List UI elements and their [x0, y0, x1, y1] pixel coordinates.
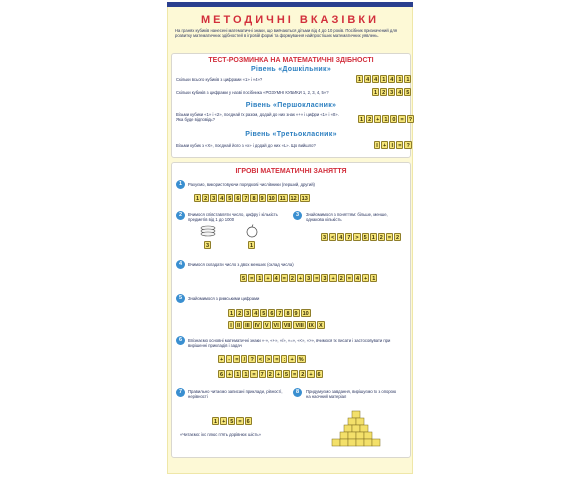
cube-q4-2: I: [389, 141, 395, 149]
cube-q1-1: 4: [366, 77, 370, 83]
cube-g5-arabic-5: 6: [270, 311, 274, 317]
cube-q4-3: =: [398, 143, 402, 149]
chips-q3: [358, 115, 414, 123]
cube-q3-0: 1: [360, 117, 364, 123]
step-number-5: 5: [176, 294, 185, 303]
cube-g4-16: 1: [372, 276, 376, 282]
cube-g2b-0: 1: [250, 243, 254, 249]
cube-g6-expr-9: =: [293, 372, 297, 378]
cube-g1-10: 11: [279, 196, 286, 202]
cube-g5-roman-0: I: [228, 321, 234, 329]
cube-g3-7: 2: [379, 235, 383, 241]
cube-g6-expr-10: 2: [301, 372, 305, 378]
level-third-grader: Рівень «Третьокласник»: [245, 131, 337, 138]
cube-g4-12: 2: [339, 276, 343, 282]
cube-g6-sign-0: +: [220, 357, 224, 363]
cube-g4-0: 5: [242, 276, 246, 282]
cube-g6-expr-0: 6: [220, 372, 224, 378]
cube-g4-1: =: [250, 276, 254, 282]
cube-g6-expr-12: 6: [317, 372, 321, 378]
chips-q1: [356, 75, 411, 83]
cube-q3-5: =: [400, 117, 404, 123]
game-7-quote: «Читаємо: ікс плюс п'ять дорівнює шість»: [180, 432, 261, 437]
cube-pyramid: [328, 409, 384, 451]
chip-g2-three: [204, 241, 211, 249]
cube-g6-sign-3: /: [241, 355, 247, 363]
cube-g4-8: 3: [307, 276, 311, 282]
cube-q3-2: +: [376, 117, 380, 123]
cube-g6-expr-1: +: [228, 372, 232, 378]
cube-g6-sign-5: <: [258, 357, 263, 363]
cube-g3-3: 7: [347, 235, 351, 241]
cube-q2-0: 1: [374, 90, 378, 96]
cube-q3-4: 0: [392, 117, 396, 123]
cube-g4-6: 2: [290, 276, 294, 282]
cube-g4-3: +: [266, 276, 270, 282]
cube-g7-0: 1: [214, 419, 218, 425]
cube-g1-11: 12: [290, 196, 297, 202]
test-title: ТЕСТ-РОЗМИНКА НА МАТЕМАТИЧНІ ЗДІБНОСТІ: [208, 57, 374, 64]
cube-g6-expr-11: +: [309, 372, 313, 378]
cube-g4-14: 4: [355, 276, 360, 282]
step-number-4: 4: [176, 260, 185, 269]
cube-g6-sign-10: %: [298, 357, 304, 363]
cube-g6-sign-9: +: [290, 357, 294, 363]
cube-q1-2: 4: [374, 77, 378, 83]
cube-g6-sign-4: ?: [250, 357, 254, 363]
cube-g5-arabic-9: 10: [302, 311, 309, 317]
cube-g4-4: 4: [274, 276, 278, 282]
top-bar: [167, 2, 413, 7]
step-number-3: 3: [293, 211, 302, 220]
games-card: [171, 162, 411, 458]
cube-q3-3: 1: [384, 117, 388, 123]
intro-text: На гранях кубиків нанесені математичні знаки, що вивчаються дітьми від 4 до 10 років. Посібник призначений для розвитку математичних здібностей в ігровій формі та формування найпростіших математичних уявлень.: [175, 28, 398, 39]
chip-g2-one: [248, 241, 255, 249]
cube-g4-5: =: [282, 276, 286, 282]
cube-g6-expr-6: 2: [268, 372, 272, 378]
cube-g5-roman-9: X: [318, 323, 323, 329]
cube-g4-11: +: [331, 276, 335, 282]
cube-g5-roman-3: IV: [254, 323, 260, 329]
cube-g1-1: 2: [204, 196, 208, 202]
step-number-8: 8: [293, 388, 302, 397]
cube-g1-0: 1: [196, 196, 200, 202]
cube-q2-1: 2: [382, 90, 386, 96]
chips-g7: [212, 417, 252, 425]
cube-g5-roman-2: III: [245, 323, 250, 329]
cube-g7-4: 6: [246, 419, 250, 425]
cube-g3-1: <: [331, 235, 335, 241]
game-1-text: Рахуємо, використовуючи порядкові числівники (перший, другий): [188, 182, 315, 187]
cube-g1-7: 8: [252, 196, 256, 202]
cube-g4-15: +: [364, 276, 368, 282]
cube-g1-8: 9: [260, 196, 264, 202]
question-3: Візьми кубики «1» і «2», поєднай їх разом, додай до них знак «+» і цифри «1» і «0». Яка буде відповідь?: [176, 112, 339, 122]
level-preschool: Рівень «Дошкільник»: [250, 66, 332, 73]
chips-g3: [321, 233, 401, 241]
cube-g5-roman-4: V: [264, 323, 269, 329]
cube-g6-expr-5: 7: [260, 372, 264, 378]
chips-g4: [240, 274, 377, 282]
cube-g6-expr-7: +: [276, 372, 280, 378]
cube-g1-12: 13: [301, 196, 308, 202]
cube-g5-arabic-8: 9: [294, 311, 298, 317]
step-number-1: 1: [176, 180, 185, 189]
cube-g5-arabic-1: 2: [238, 311, 242, 317]
cube-g3-2: 4: [339, 235, 343, 241]
cube-q2-3: 4: [398, 90, 402, 96]
cube-g3-8: =: [387, 235, 392, 241]
cube-g6-expr-2: 1: [236, 372, 240, 378]
cube-g4-7: +: [298, 276, 303, 282]
chips-g5-roman: [228, 321, 325, 329]
cube-g7-1: +: [222, 419, 226, 425]
game-3-text: Знайомимося з поняттям: більше, менше, однакова кількість: [306, 212, 388, 223]
question-4: Візьми кубик з «Х», поєднай його з «х» і додай до них «L». Що вийшло?: [176, 143, 316, 148]
cube-q3-6: ?: [408, 117, 413, 123]
cube-g5-roman-7: VIII: [295, 323, 304, 329]
chips-q4: [374, 141, 412, 149]
level-first-grader: Рівень «Першокласник»: [245, 102, 337, 109]
cube-g6-expr-3: 1: [244, 372, 248, 378]
cube-g1-4: 5: [228, 196, 232, 202]
cube-g5-roman-5: VI: [273, 323, 279, 329]
game-6-text: Впізнаємо основні математичні знаки «-», «+», «/», «=», «<», «>», вчимося їх писати і застосовувати при вирішенні прикладів і задач: [188, 338, 391, 349]
cube-g6-expr-8: 5: [284, 372, 289, 378]
cube-q4-4: ?: [406, 143, 410, 149]
cube-g3-4: >: [355, 235, 359, 241]
page-title: МЕТОДИЧНІ ВКАЗІВКИ: [201, 14, 379, 26]
cube-g4-9: =: [315, 276, 319, 282]
cube-g1-9: 10: [268, 196, 275, 202]
games-title: ІГРОВІ МАТЕМАТИЧНІ ЗАНЯТТЯ: [235, 168, 347, 175]
cube-g6-sign-8: :: [281, 355, 287, 363]
chips-g5-arabic: [228, 309, 311, 317]
chips-g6-signs: [218, 355, 306, 363]
cube-g5-roman-8: IX: [308, 323, 314, 329]
step-number-2: 2: [176, 211, 185, 220]
cube-q2-2: 3: [390, 90, 394, 96]
cube-g6-expr-4: =: [252, 372, 256, 378]
cube-g1-3: 4: [220, 196, 224, 202]
cube-g2a-0: 3: [206, 243, 210, 249]
cube-q4-1: +: [383, 143, 387, 149]
question-2: Скільки кубиків з цифрами у назві посібника «РОЗУМНІ КУБИКИ 1, 2, 3, 4, 5»?: [176, 90, 329, 95]
question-1: Скільки всього кубиків з цифрами «1» і «4»?: [176, 77, 263, 82]
cube-g5-roman-1: II: [237, 323, 241, 329]
game-8-text: Придумуємо завдання, вирішуємо їх з опорою на наочний матеріал: [306, 389, 397, 400]
cube-g5-arabic-2: 3: [246, 311, 250, 317]
cube-g1-2: 3: [212, 196, 216, 202]
cube-q1-0: 1: [358, 77, 362, 83]
cube-g1-5: 6: [236, 196, 240, 202]
cube-g6-sign-1: -: [226, 355, 232, 363]
cube-g5-arabic-6: 7: [278, 311, 282, 317]
chips-q2: [372, 88, 411, 96]
cube-g3-5: 5: [363, 235, 367, 241]
chips-g6-expr: [218, 370, 323, 378]
cube-g4-2: 1: [258, 276, 262, 282]
cube-g6-sign-7: =: [275, 357, 279, 363]
cube-g3-6: 1: [371, 235, 375, 241]
cube-q1-4: 4: [390, 77, 394, 83]
apple-icon: [245, 224, 259, 238]
cube-g5-arabic-0: 1: [230, 311, 234, 317]
cube-g5-arabic-7: 8: [286, 311, 290, 317]
cube-g7-3: =: [238, 419, 242, 425]
cube-q2-4: 5: [406, 90, 410, 96]
game-2-text: Вчимося співставляти число, цифру і кількість предметів від 1 до 1000: [188, 212, 278, 223]
cube-g6-sign-2: =: [235, 357, 239, 363]
cube-q3-1: 2: [368, 117, 372, 123]
step-number-6: 6: [176, 336, 185, 345]
instruction-panel: [167, 2, 413, 474]
cube-g6-sign-6: >: [267, 357, 271, 363]
cube-g1-6: 7: [244, 196, 248, 202]
cube-q1-3: 1: [382, 77, 386, 83]
cube-q1-6: 1: [406, 77, 410, 83]
cube-g5-arabic-3: 4: [254, 311, 258, 317]
cube-g3-9: 2: [396, 235, 400, 241]
game-5-text: Знайомимося з римськими цифрами: [188, 296, 260, 301]
cube-g5-roman-6: VII: [283, 323, 291, 329]
cube-g4-13: =: [347, 276, 351, 282]
game-4-text: Вчимося складати число з двох менших (склад числа): [188, 262, 294, 267]
plates-icon: [200, 225, 216, 237]
cube-g3-0: 3: [323, 235, 327, 241]
game-7-text: Правильно читаємо записані приклади, рівності, нерівності: [188, 389, 283, 400]
cube-q4-0: I: [374, 141, 380, 149]
cube-g5-arabic-4: 5: [262, 311, 266, 317]
cube-g4-10: 3: [323, 276, 327, 282]
cube-g7-2: 5: [230, 419, 234, 425]
step-number-7: 7: [176, 388, 185, 397]
test-card: [171, 53, 411, 158]
cube-q1-5: 1: [398, 77, 402, 83]
chips-g1: [194, 194, 310, 202]
